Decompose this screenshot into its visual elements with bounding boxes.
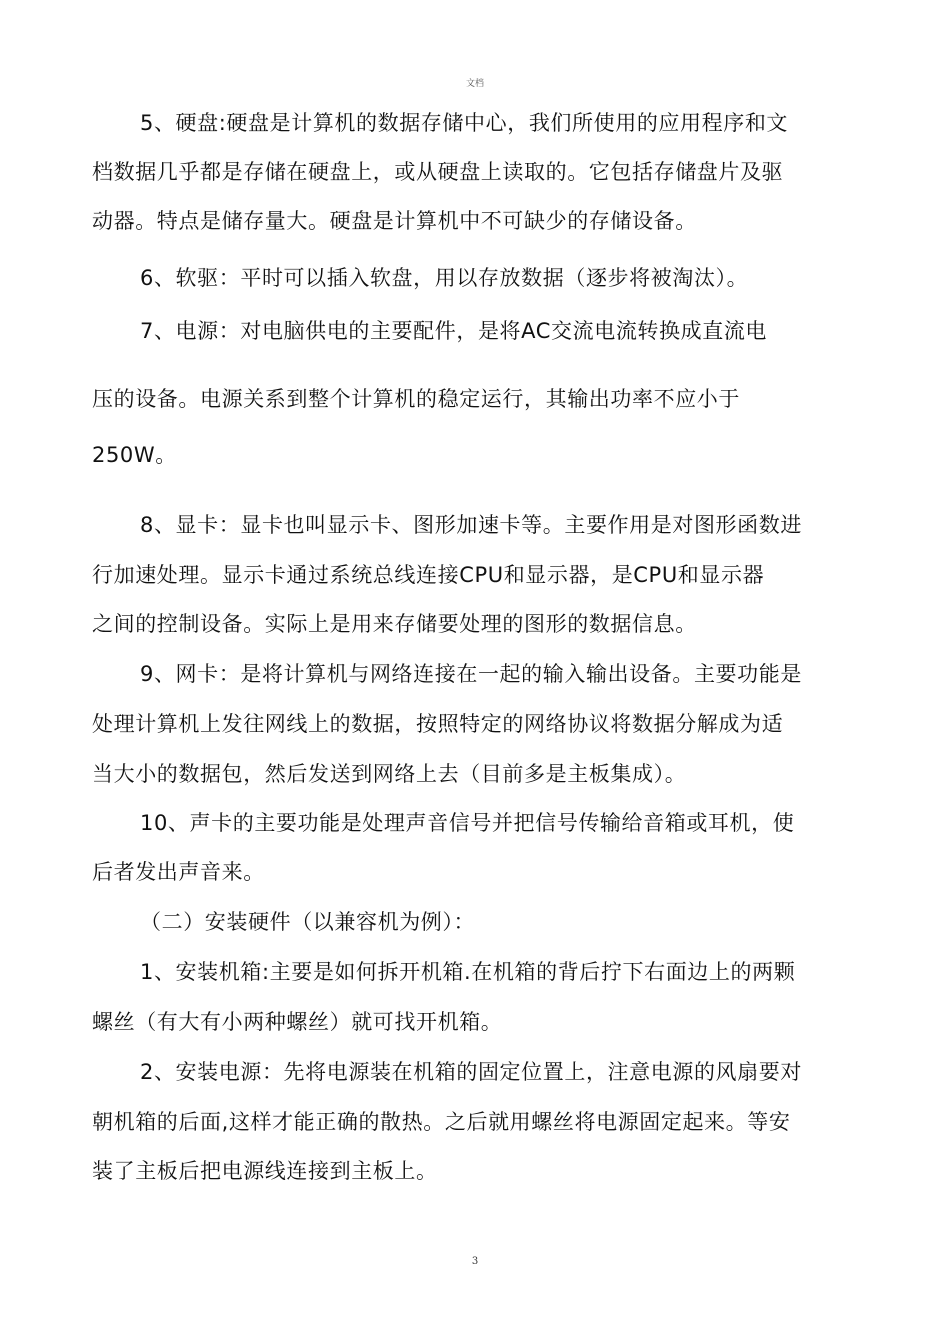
paragraph-line: 朝机箱的后面,这样才能正确的散热。之后就用螺丝将电源固定起来。等安 xyxy=(92,1110,791,1134)
paragraph-line: 后者发出声音来。 xyxy=(92,860,265,884)
section-heading: （二）安装硬件（以兼容机为例）： xyxy=(140,910,476,934)
paragraph-line: 档数据几乎都是存储在硬盘上，或从硬盘上读取的。它包括存储盘片及驱 xyxy=(92,160,784,184)
page-number: 3 xyxy=(471,1256,479,1267)
paragraph-line: 当大小的数据包，然后发送到网络上去（目前多是主板集成）。 xyxy=(92,762,687,786)
paragraph-line: 8、显卡：显卡也叫显示卡、图形加速卡等。主要作用是对图形函数进 xyxy=(140,513,802,537)
paragraph-line: 动器。特点是储存量大。硬盘是计算机中不可缺少的存储设备。 xyxy=(92,209,697,233)
paragraph-line: 压的设备。电源关系到整个计算机的稳定运行，其输出功率不应小于 xyxy=(92,387,740,411)
page-header: 文档 xyxy=(465,79,484,89)
paragraph-line: 5、硬盘:硬盘是计算机的数据存储中心，我们所使用的应用程序和文 xyxy=(140,111,789,135)
paragraph-line: 7、电源：对电脑供电的主要配件，是将AC交流电流转换成直流电 xyxy=(140,319,768,343)
paragraph-line: 1、安装机箱:主要是如何拆开机箱.在机箱的背后拧下右面边上的两颗 xyxy=(140,960,796,984)
paragraph-line: 螺丝（有大有小两种螺丝）就可找开机箱。 xyxy=(92,1010,503,1034)
paragraph-line: 行加速处理。显示卡通过系统总线连接CPU和显示器，是CPU和显示器 xyxy=(92,563,765,587)
paragraph-line: 9、网卡：是将计算机与网络连接在一起的输入输出设备。主要功能是 xyxy=(140,662,802,686)
paragraph-line: 10、声卡的主要功能是处理声音信号并把信号传输给音箱或耳机，使 xyxy=(140,811,795,835)
paragraph-line: 2、安装电源：先将电源装在机箱的固定位置上，注意电源的风扇要对 xyxy=(140,1060,802,1084)
paragraph-line: 250W。 xyxy=(92,443,177,467)
paragraph-line: 装了主板后把电源线连接到主板上。 xyxy=(92,1159,438,1183)
paragraph-line: 处理计算机上发往网线上的数据，按照特定的网络协议将数据分解成为适 xyxy=(92,712,784,736)
paragraph-line: 之间的控制设备。实际上是用来存储要处理的图形的数据信息。 xyxy=(92,612,697,636)
paragraph-line: 6、软驱：平时可以插入软盘，用以存放数据（逐步将被淘汰）。 xyxy=(140,266,749,290)
